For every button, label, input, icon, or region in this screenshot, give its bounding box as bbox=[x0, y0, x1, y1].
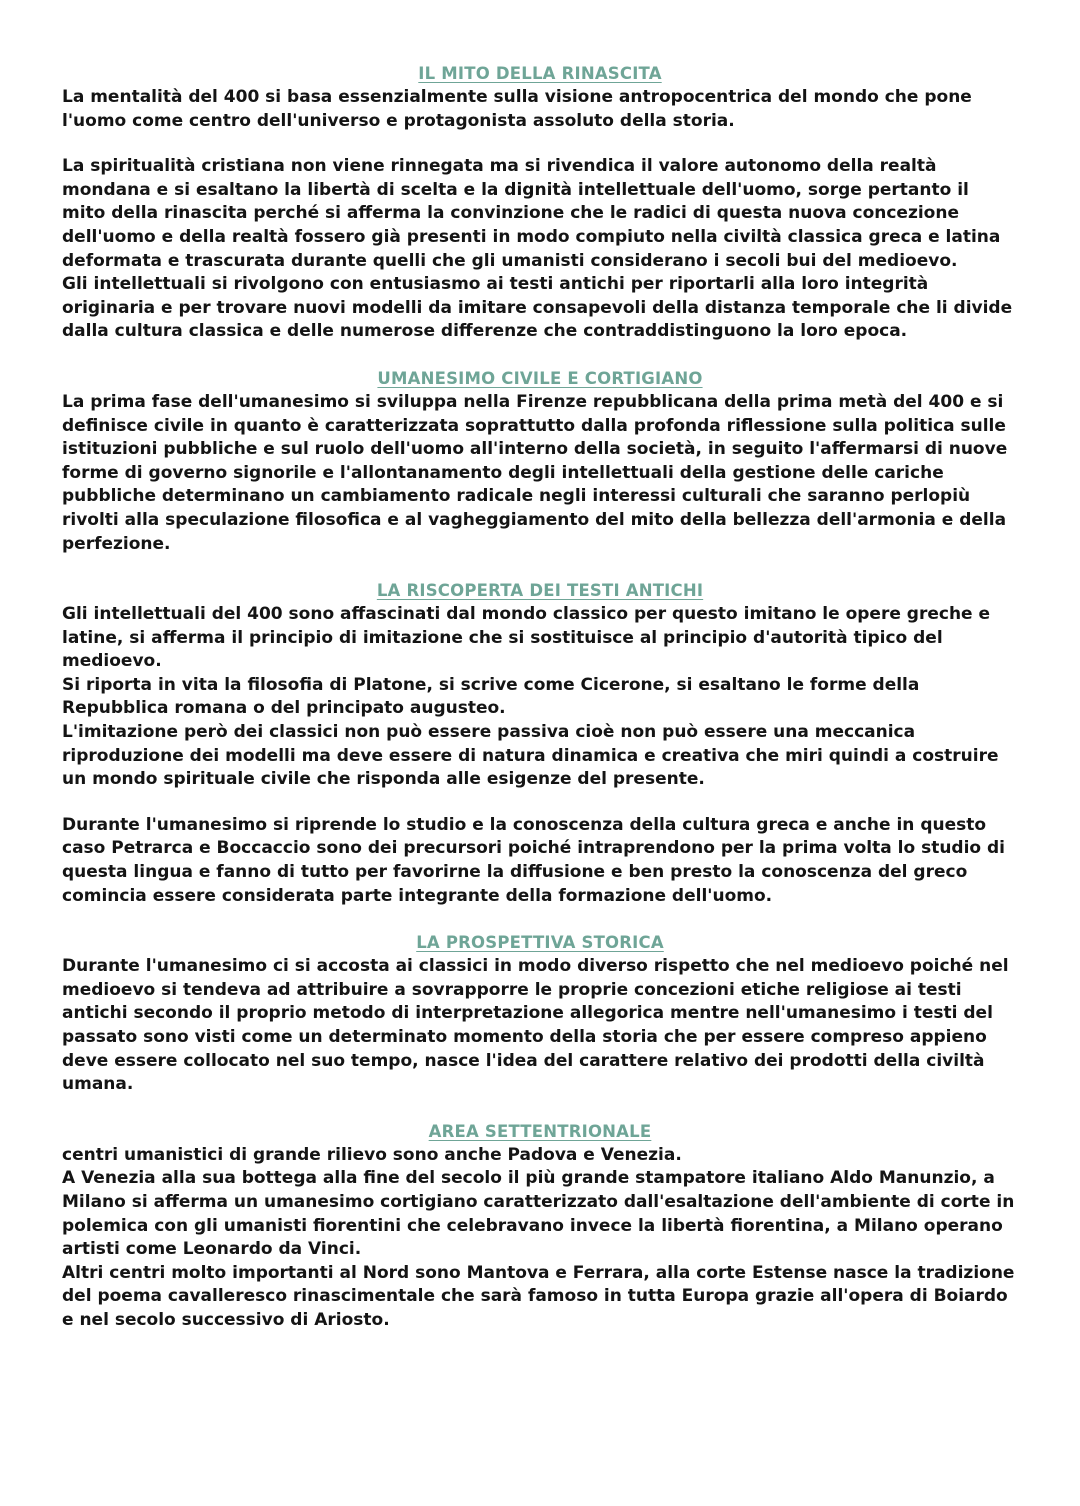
section-heading: IL MITO DELLA RINASCITA bbox=[418, 64, 662, 83]
paragraph: Gli intellettuali del 400 sono affascinati dal mondo classico per questo imitano le opere greche e latine, si afferma il principio di imitazione che si sostituisce al principio d'autorità tipico del medioevo. bbox=[62, 604, 991, 672]
section-prospettiva-storica bbox=[62, 931, 1018, 1097]
paragraph: Gli intellettuali si rivolgono con entusiasmo ai testi antichi per riportarli alla loro integrità originaria e per trovare nuovi modelli da imitare consapevoli della distanza temporale che li divide dalla cultura classica e delle numerose differenze che contraddistinguono la loro epoca. bbox=[62, 274, 1013, 342]
section-area-settentrionale bbox=[62, 1120, 1018, 1333]
paragraph: La spiritualità cristiana non viene rinnegata ma si rivendica il valore autonomo della realtà mondana e si esaltano la libertà di scelta e la dignità intellettuale dell'uomo, sorge pertanto il mito della rinascita perché si afferma la convinzione che le radici di questa nuova concezione dell'uomo e della realtà fossero già presenti in modo compiuto nella civiltà classica greca e latina deformata e trascurata durante quelli che gli umanisti considerano i secoli bui del medioevo. bbox=[62, 156, 1001, 271]
section-umanesimo-civile bbox=[62, 367, 1018, 556]
paragraph: centri umanistici di grande rilievo sono anche Padova e Venezia. bbox=[62, 1144, 682, 1165]
document-page bbox=[62, 62, 1018, 1333]
paragraph: A Venezia alla sua bottega alla fine del secolo il più grande stampatore italiano Aldo Manunzio, a Milano si afferma un umanesimo cortigiano caratterizzato dall'esaltazione dell'ambiente di corte in polemica con gli umanisti fiorentini che celebravano invece la libertà fiorentina, a Milano operano artisti come Leonardo da Vinci. bbox=[62, 1168, 1015, 1260]
section-riscoperta-testi bbox=[62, 579, 1018, 908]
paragraph: Durante l'umanesimo si riprende lo studio e la conoscenza della cultura greca e anche in questo caso Petrarca e Boccaccio sono dei precursori poiché intraprendono per la prima volta lo studio di questa lingua e fanno di tutto per favorirne la diffusione e ben presto la conoscenza del greco comincia essere considerata parte integrante della formazione dell'uomo. bbox=[62, 814, 1006, 906]
section-heading: UMANESIMO CIVILE E CORTIGIANO bbox=[377, 368, 703, 388]
section-mito-rinascita bbox=[62, 62, 1018, 344]
paragraph: Durante l'umanesimo ci si accosta ai classici in modo diverso rispetto che nel medioevo poiché nel medioevo si tendeva ad attribuire a sovrapporre le proprie concezioni etiche religiose ai testi antichi secondo il proprio metodo di interpretazione allegorica mentre nell'umanesimo i testi del passato sono visti come un determinato momento della storia che per essere compreso appieno deve essere collocato nel suo tempo, nasce l'idea del carattere relativo dei prodotti della civiltà umana. bbox=[62, 956, 1009, 1095]
paragraph: Altri centri molto importanti al Nord sono Mantova e Ferrara, alla corte Estense nasce la tradizione del poema cavalleresco rinascimentale che sarà famoso in tutta Europa grazie all'opera di Boiardo e nel secolo successivo di Ariosto. bbox=[62, 1262, 1015, 1330]
paragraph: Si riporta in vita la filosofia di Platone, si scrive come Cicerone, si esaltano le forme della Repubblica romana o del principato augusteo. bbox=[62, 674, 920, 719]
section-heading: LA RISCOPERTA DEI TESTI ANTICHI bbox=[376, 581, 704, 601]
section-heading: LA PROSPETTIVA STORICA bbox=[416, 933, 664, 953]
paragraph: L'imitazione però dei classici non può essere passiva cioè non può essere una meccanica riproduzione dei modelli ma deve essere di natura dinamica e creativa che miri quindi a costruire un mondo spirituale civile che risponda alle esigenze del presente. bbox=[62, 722, 999, 790]
paragraph: La prima fase dell'umanesimo si sviluppa nella Firenze repubblicana della prima metà del 400 e si definisce civile in quanto è caratterizzata soprattutto dalla profonda riflessione sulla politica sulle istituzioni pubbliche e sul ruolo dell'uomo all'interno della società, in seguito l'affermarsi di nuove forme di governo signorile e l'allontanamento degli intellettuali della gestione delle cariche pubbliche determinano un cambiamento radicale negli interessi culturali che saranno perlopiù rivolti alla speculazione filosofica e al vagheggiamento del mito della bellezza dell'armonia e della perfezione. bbox=[62, 391, 1008, 554]
paragraph: La mentalità del 400 si basa essenzialmente sulla visione antropocentrica del mondo che pone l'uomo come centro dell'universo e protagonista assoluto della storia. bbox=[62, 87, 972, 131]
section-heading: AREA SETTENTRIONALE bbox=[428, 1121, 652, 1141]
